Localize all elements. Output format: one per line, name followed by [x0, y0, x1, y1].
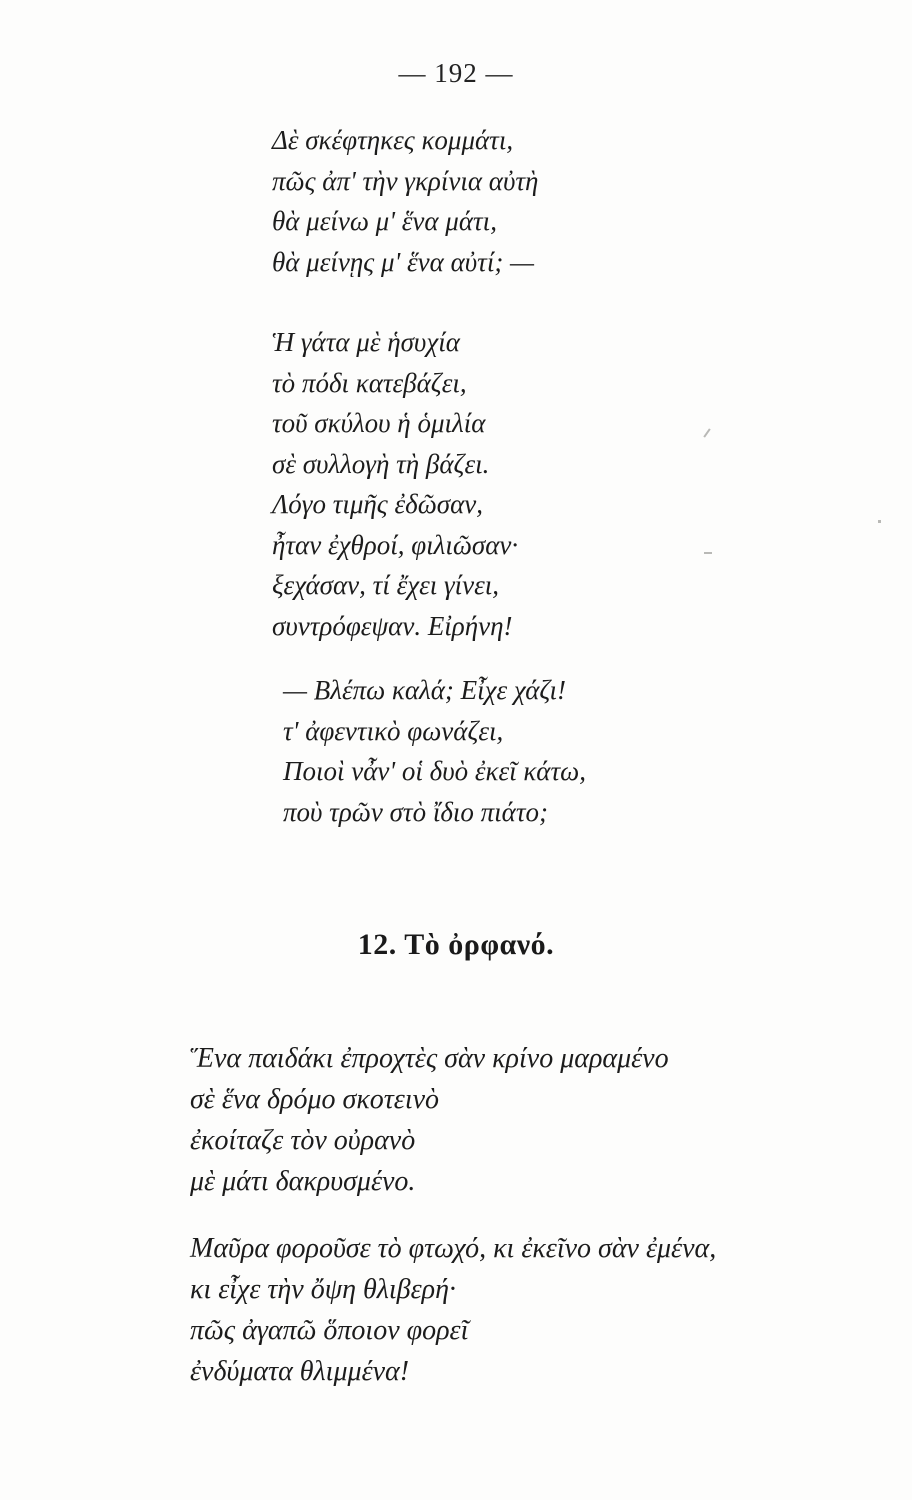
verse-line: Λόγο τιμῆς ἐδῶσαν,	[272, 489, 483, 519]
verse-line: θὰ μείνῃς μ' ἕνα αὐτί; —	[272, 246, 535, 277]
verse-line: θὰ μείνω μ' ἕνα μάτι,	[272, 206, 497, 236]
verse-line: Δὲ σκέφτηκες κομμάτι,	[272, 125, 514, 155]
verse-line: μὲ μάτι δακρυσμένο.	[190, 1166, 416, 1197]
verse-line: συντρόφεψαν. Εἰρήνη!	[272, 610, 513, 641]
show-through-mark	[703, 428, 710, 437]
verse-line: Ποιοὶ νἆν' οἱ δυὸ ἐκεῖ κάτω,	[283, 756, 586, 786]
verse-line: τ' ἀφεντικὸ φωνάζει,	[283, 715, 504, 746]
stanza	[283, 670, 586, 832]
page-number: — 192 —	[398, 58, 514, 88]
stanza	[190, 1038, 669, 1202]
verse-line: Ἡ γάτα μὲ ἡσυχία	[272, 327, 460, 357]
show-through-mark	[704, 552, 712, 554]
verse-line: ξεχάσαν, τί ἔχει γίνει,	[272, 570, 499, 600]
verse-line: κι εἶχε τὴν ὄψη θλιβερή·	[190, 1274, 456, 1305]
verse-line: ποὺ τρῶν στὸ ἴδιο πιάτο;	[283, 796, 548, 827]
verse-line: — Βλέπω καλά; Εἶχε χάζι!	[283, 675, 566, 705]
verse-line: ἐνδύματα θλιμμένα!	[190, 1356, 410, 1387]
verse-line: ἦταν ἐχθροί, φιλιῶσαν·	[272, 529, 519, 560]
verse-line: τὸ πόδι κατεβάζει,	[272, 367, 467, 398]
verse-line: σὲ ἕνα δρόμο σκοτεινὸ	[190, 1084, 440, 1115]
stanza	[272, 120, 538, 282]
show-through-mark	[878, 520, 881, 523]
stanza	[190, 1228, 716, 1392]
stanza	[272, 322, 518, 646]
verse-line: ἐκοίταζε τὸν οὐρανὸ	[190, 1125, 416, 1156]
verse-line: τοῦ σκύλου ἡ ὁμιλία	[272, 408, 486, 438]
verse-line: πῶς ἀγαπῶ ὅποιον φορεῖ	[190, 1315, 469, 1346]
verse-line: σὲ συλλογὴ τὴ βάζει.	[272, 448, 490, 479]
verse-line: Ἕνα παιδάκι ἐπροχτὲς σὰν κρίνο μαραμένο	[190, 1043, 669, 1074]
verse-line: Μαῦρα φοροῦσε τὸ φτωχό, κι ἐκεῖνο σὰν ἐμένα,	[190, 1233, 717, 1264]
verse-line: πῶς ἀπ' τὴν γκρίνια αὐτὴ	[272, 165, 539, 196]
poem-title: 12. Τὸ ὀρφανό.	[357, 928, 555, 961]
